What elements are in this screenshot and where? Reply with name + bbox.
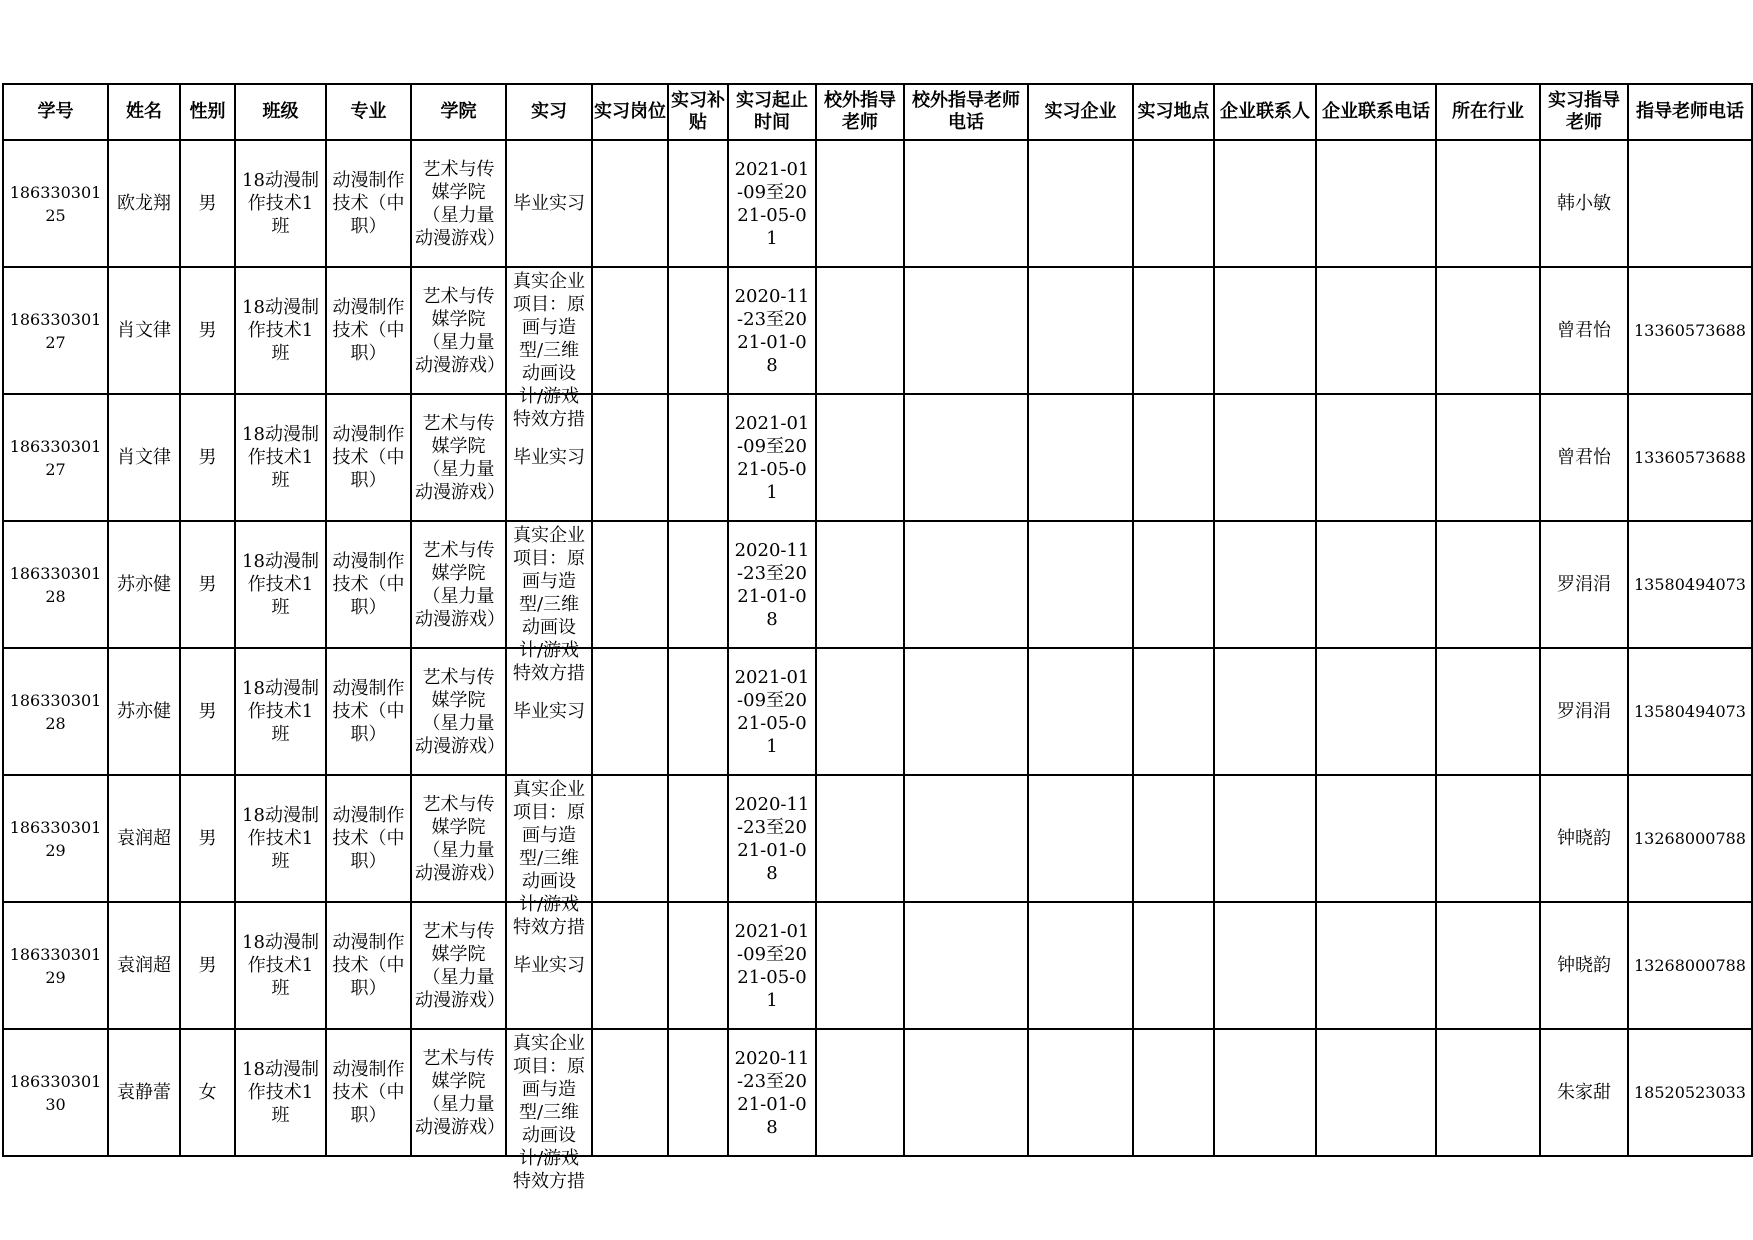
major-cell: 动漫制作技术（中职） (326, 775, 411, 902)
name-cell: 肖文律 (108, 394, 180, 521)
internship-cell: 真实企业项目：原画与造型/三维动画设计/游戏特效方措 (506, 521, 592, 648)
supervisor-phone-cell: 18520523033 (1628, 1029, 1752, 1156)
col-header-company-contact: 企业联系人 (1214, 84, 1316, 140)
supervisor-cell: 钟晓韵 (1540, 775, 1628, 902)
table-body (3, 140, 1752, 1192)
table-row (3, 521, 1752, 648)
gender-cell: 女 (180, 1029, 235, 1156)
student-id-cell: 18633030127 (3, 267, 108, 394)
supervisor-phone-cell: 13268000788 (1628, 902, 1752, 1029)
col-header-major: 专业 (326, 84, 411, 140)
internship-cell: 毕业实习 (506, 648, 592, 775)
industry-cell (1436, 140, 1540, 267)
col-header-college: 学院 (411, 84, 506, 140)
col-header-position: 实习岗位 (592, 84, 668, 140)
name-cell: 袁润超 (108, 775, 180, 902)
company-cell (1028, 648, 1133, 775)
location-cell (1133, 140, 1214, 267)
external-teacher-phone-cell (904, 1029, 1028, 1156)
gender-cell: 男 (180, 902, 235, 1029)
location-cell (1133, 521, 1214, 648)
company-phone-cell (1316, 648, 1436, 775)
location-cell (1133, 394, 1214, 521)
company-contact-cell (1214, 1029, 1316, 1156)
major-cell: 动漫制作技术（中职） (326, 1029, 411, 1156)
supervisor-cell: 罗涓涓 (1540, 521, 1628, 648)
student-id-cell: 18633030125 (3, 140, 108, 267)
col-header-period: 实习起止时间 (728, 84, 816, 140)
college-cell: 艺术与传媒学院（星力量动漫游戏） (411, 902, 506, 1029)
company-contact-cell (1214, 902, 1316, 1029)
internship-cell: 真实企业项目：原画与造型/三维动画设计/游戏特效方措 (506, 775, 592, 902)
position-cell (592, 1029, 668, 1156)
college-cell: 艺术与传媒学院（星力量动漫游戏） (411, 648, 506, 775)
name-cell: 欧龙翔 (108, 140, 180, 267)
class-cell: 18动漫制作技术1班 (235, 902, 326, 1029)
supervisor-cell: 朱家甜 (1540, 1029, 1628, 1156)
name-cell: 肖文律 (108, 267, 180, 394)
external-teacher-cell (816, 1029, 904, 1156)
period-cell: 2021-01-09至2021-05-01 (728, 140, 816, 267)
subsidy-cell (668, 521, 728, 648)
company-cell (1028, 1029, 1133, 1156)
student-id-cell: 18633030128 (3, 521, 108, 648)
position-cell (592, 648, 668, 775)
class-cell: 18动漫制作技术1班 (235, 648, 326, 775)
internship-cell: 真实企业项目：原画与造型/三维动画设计/游戏特效方措 (506, 1029, 592, 1156)
table-row (3, 394, 1752, 521)
period-cell: 2020-11-23至2021-01-08 (728, 1029, 816, 1156)
company-cell (1028, 394, 1133, 521)
company-phone-cell (1316, 140, 1436, 267)
gender-cell: 男 (180, 140, 235, 267)
supervisor-cell: 罗涓涓 (1540, 648, 1628, 775)
period-cell: 2020-11-23至2021-01-08 (728, 775, 816, 902)
company-cell (1028, 521, 1133, 648)
student-id-cell: 18633030128 (3, 648, 108, 775)
position-cell (592, 267, 668, 394)
gender-cell: 男 (180, 394, 235, 521)
company-contact-cell (1214, 775, 1316, 902)
subsidy-cell (668, 648, 728, 775)
student-id-cell: 18633030130 (3, 1029, 108, 1156)
external-teacher-phone-cell (904, 267, 1028, 394)
col-header-supervisor-phone: 指导老师电话 (1628, 84, 1752, 140)
location-cell (1133, 1029, 1214, 1156)
supervisor-phone-cell (1628, 140, 1752, 267)
major-cell: 动漫制作技术（中职） (326, 394, 411, 521)
name-cell: 袁润超 (108, 902, 180, 1029)
major-cell: 动漫制作技术（中职） (326, 267, 411, 394)
external-teacher-phone-cell (904, 521, 1028, 648)
position-cell (592, 775, 668, 902)
col-header-external-teacher: 校外指导老师 (816, 84, 904, 140)
col-header-location: 实习地点 (1133, 84, 1214, 140)
external-teacher-cell (816, 521, 904, 648)
location-cell (1133, 775, 1214, 902)
class-cell: 18动漫制作技术1班 (235, 521, 326, 648)
company-phone-cell (1316, 267, 1436, 394)
industry-cell (1436, 902, 1540, 1029)
internship-cell: 真实企业项目：原画与造型/三维动画设计/游戏特效方措 (506, 267, 592, 394)
period-cell: 2021-01-09至2021-05-01 (728, 902, 816, 1029)
industry-cell (1436, 521, 1540, 648)
company-cell (1028, 902, 1133, 1029)
major-cell: 动漫制作技术（中职） (326, 902, 411, 1029)
industry-cell (1436, 648, 1540, 775)
gender-cell: 男 (180, 648, 235, 775)
college-cell: 艺术与传媒学院（星力量动漫游戏） (411, 521, 506, 648)
external-teacher-cell (816, 140, 904, 267)
subsidy-cell (668, 1029, 728, 1156)
gender-cell: 男 (180, 267, 235, 394)
college-cell: 艺术与传媒学院（星力量动漫游戏） (411, 1029, 506, 1156)
subsidy-cell (668, 775, 728, 902)
supervisor-cell: 韩小敏 (1540, 140, 1628, 267)
location-cell (1133, 902, 1214, 1029)
supervisor-phone-cell: 13360573688 (1628, 394, 1752, 521)
table-row (3, 1029, 1752, 1156)
table-row (3, 902, 1752, 1029)
col-header-supervisor: 实习指导老师 (1540, 84, 1628, 140)
subsidy-cell (668, 267, 728, 394)
col-header-name: 姓名 (108, 84, 180, 140)
name-cell: 袁静蕾 (108, 1029, 180, 1156)
company-phone-cell (1316, 1029, 1436, 1156)
company-contact-cell (1214, 521, 1316, 648)
gender-cell: 男 (180, 775, 235, 902)
company-phone-cell (1316, 521, 1436, 648)
class-cell: 18动漫制作技术1班 (235, 1029, 326, 1156)
subsidy-cell (668, 902, 728, 1029)
supervisor-cell: 曾君怡 (1540, 267, 1628, 394)
table-row (3, 267, 1752, 394)
internship-cell: 毕业实习 (506, 394, 592, 521)
external-teacher-cell (816, 394, 904, 521)
table-row (3, 648, 1752, 775)
col-header-subsidy: 实习补贴 (668, 84, 728, 140)
location-cell (1133, 648, 1214, 775)
period-cell: 2021-01-09至2021-05-01 (728, 394, 816, 521)
class-cell: 18动漫制作技术1班 (235, 140, 326, 267)
college-cell: 艺术与传媒学院（星力量动漫游戏） (411, 267, 506, 394)
name-cell: 苏亦健 (108, 521, 180, 648)
college-cell: 艺术与传媒学院（星力量动漫游戏） (411, 394, 506, 521)
period-cell: 2021-01-09至2021-05-01 (728, 648, 816, 775)
external-teacher-cell (816, 267, 904, 394)
position-cell (592, 394, 668, 521)
external-teacher-phone-cell (904, 648, 1028, 775)
supervisor-cell: 钟晓韵 (1540, 902, 1628, 1029)
company-contact-cell (1214, 648, 1316, 775)
subsidy-cell (668, 394, 728, 521)
external-teacher-phone-cell (904, 140, 1028, 267)
industry-cell (1436, 1029, 1540, 1156)
student-id-cell: 18633030129 (3, 775, 108, 902)
industry-cell (1436, 267, 1540, 394)
period-cell: 2020-11-23至2021-01-08 (728, 267, 816, 394)
external-teacher-cell (816, 775, 904, 902)
supervisor-phone-cell: 13580494073 (1628, 648, 1752, 775)
table-header (3, 84, 1752, 140)
internship-cell: 毕业实习 (506, 140, 592, 267)
class-cell: 18动漫制作技术1班 (235, 267, 326, 394)
table-row (3, 140, 1752, 267)
company-contact-cell (1214, 140, 1316, 267)
name-cell: 苏亦健 (108, 648, 180, 775)
company-contact-cell (1214, 267, 1316, 394)
supervisor-cell: 曾君怡 (1540, 394, 1628, 521)
company-phone-cell (1316, 775, 1436, 902)
table-row (3, 775, 1752, 902)
internship-table (2, 83, 1753, 1192)
college-cell: 艺术与传媒学院（星力量动漫游戏） (411, 775, 506, 902)
company-cell (1028, 267, 1133, 394)
col-header-external-teacher-phone: 校外指导老师电话 (904, 84, 1028, 140)
col-header-internship: 实习 (506, 84, 592, 140)
external-teacher-phone-cell (904, 775, 1028, 902)
company-contact-cell (1214, 394, 1316, 521)
col-header-company-phone: 企业联系电话 (1316, 84, 1436, 140)
period-cell: 2020-11-23至2021-01-08 (728, 521, 816, 648)
supervisor-phone-cell: 13360573688 (1628, 267, 1752, 394)
position-cell (592, 902, 668, 1029)
internship-cell: 毕业实习 (506, 902, 592, 1029)
position-cell (592, 521, 668, 648)
external-teacher-cell (816, 902, 904, 1029)
subsidy-cell (668, 140, 728, 267)
col-header-student-id: 学号 (3, 84, 108, 140)
external-teacher-cell (816, 648, 904, 775)
major-cell: 动漫制作技术（中职） (326, 648, 411, 775)
external-teacher-phone-cell (904, 394, 1028, 521)
supervisor-phone-cell: 13268000788 (1628, 775, 1752, 902)
college-cell: 艺术与传媒学院（星力量动漫游戏） (411, 140, 506, 267)
col-header-gender: 性别 (180, 84, 235, 140)
student-id-cell: 18633030129 (3, 902, 108, 1029)
col-header-class: 班级 (235, 84, 326, 140)
industry-cell (1436, 775, 1540, 902)
company-phone-cell (1316, 902, 1436, 1029)
major-cell: 动漫制作技术（中职） (326, 521, 411, 648)
class-cell: 18动漫制作技术1班 (235, 394, 326, 521)
supervisor-phone-cell: 13580494073 (1628, 521, 1752, 648)
col-header-company: 实习企业 (1028, 84, 1133, 140)
col-header-industry: 所在行业 (1436, 84, 1540, 140)
student-id-cell: 18633030127 (3, 394, 108, 521)
major-cell: 动漫制作技术（中职） (326, 140, 411, 267)
industry-cell (1436, 394, 1540, 521)
company-phone-cell (1316, 394, 1436, 521)
gender-cell: 男 (180, 521, 235, 648)
location-cell (1133, 267, 1214, 394)
class-cell: 18动漫制作技术1班 (235, 775, 326, 902)
external-teacher-phone-cell (904, 902, 1028, 1029)
company-cell (1028, 140, 1133, 267)
header-row (3, 84, 1752, 140)
company-cell (1028, 775, 1133, 902)
position-cell (592, 140, 668, 267)
